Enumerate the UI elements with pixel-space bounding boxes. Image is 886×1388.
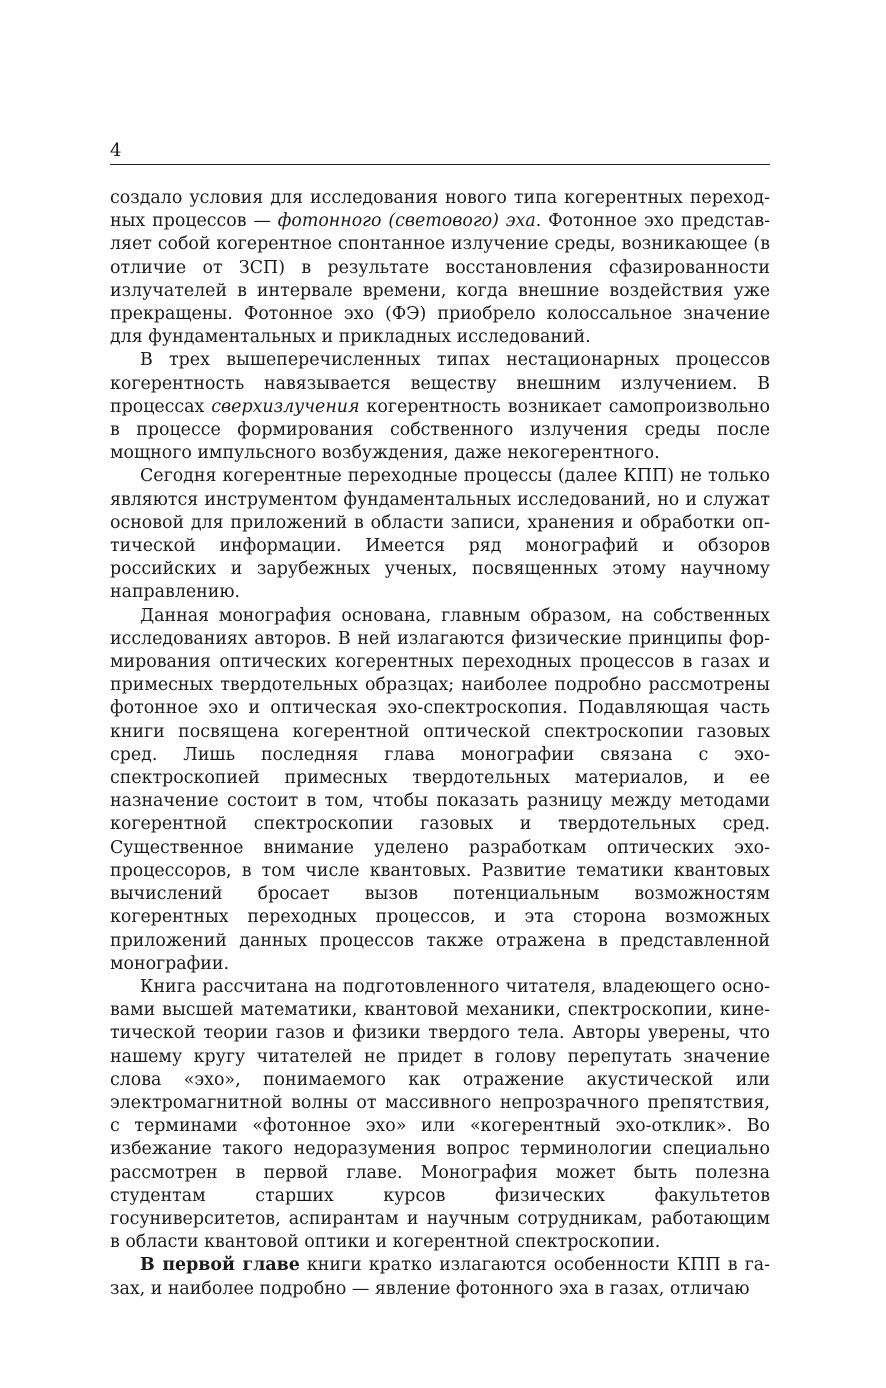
page-body bbox=[110, 187, 770, 1301]
paragraph bbox=[110, 349, 770, 465]
page bbox=[110, 140, 770, 1301]
paragraph bbox=[110, 1254, 770, 1300]
paragraph bbox=[110, 976, 770, 1254]
paragraph bbox=[110, 605, 770, 976]
paragraph bbox=[110, 187, 770, 349]
bold-text: В первой главе bbox=[140, 1255, 300, 1276]
page-number: 4 bbox=[110, 140, 122, 161]
text-run: Книга рассчитана на подготовленного читателя, владеющего основами высшей математики, квантовой механики, спектроскопии, кинетической теории газов и физики твердого тела. Авторы уверены, что нашему кругу читателей не придет в голову перепутать значение слова «эхо», понимаемого как отражение акустической или электромагнитной волны от массивного непрозрачного препятствия, с терминами «фотонное эхо» или «когерентный эхо-отклик». Во избежание такого недоразумения вопрос терминологии специально рассмотрен в первой главе. Монография может быть полезна студентам старших курсов физических факультетов госуниверситетов, аспирантам и научным сотрудникам, работающим в области квантовой оптики и когерентной спектроскопии. bbox=[110, 976, 770, 1253]
text-run: . Фотонное эхо представляет собой когерентное спонтанное излучение среды, возникающее (в отличие от ЗСП) в результате восстановления сфазированности излучателей в интервале времени, когда внешние воздействия уже прекращены. Фотонное эхо (ФЭ) приобрело колоссальное значение для фундаментальных и прикладных исследований. bbox=[110, 211, 771, 348]
text-run: книги кратко излагаются особенности КПП в газах, и наиболее подробно — явление фотонного эха в газах, отличаю bbox=[110, 1255, 770, 1299]
header-rule bbox=[110, 164, 770, 165]
text-run: Сегодня когерентные переходные процессы (далее КПП) не только являются инструментом фундаментальных исследований, но и служат основой для приложений в области записи, хранения и обработки оптической информации. Имеется ряд монографий и обзоров российских и зарубежных ученых, посвященных этому научному направлению. bbox=[110, 466, 770, 603]
italic-text: сверхизлучения bbox=[211, 396, 360, 417]
text-run: В трех вышеперечисленных типах нестационарных процессов когерентность навязывается веществу внешним излучением. В процессах bbox=[110, 350, 770, 417]
italic-text: фотонного (светового) эха bbox=[277, 211, 536, 232]
text-run: создало условия для исследования нового типа когерентных переходных процессов — bbox=[110, 188, 770, 232]
paragraph bbox=[110, 465, 770, 604]
text-run: когерентность возникает самопроизвольно в процессе формирования собственного излучения среды после мощного импульсного возбуждения, даже некогерентного. bbox=[110, 396, 770, 464]
text-run: Данная монография основана, главным образом, на собственных исследованиях авторов. В ней излагаются физические принципы формирования оптических когерентных переходных процессов в газах и примесных твердотельных образцах; наиболее подробно рассмотрены фотонное эхо и оптическая эхо-спектроскопия. Подавляющая часть книги посвящена когерентной оптической спектроскопии газовых сред. Лишь последняя глава монографии связана с эхо-спектроскопией примесных твердотельных материалов, и ее назначение состоит в том, чтобы показать разницу между методами когерентной спектроскопии газовых и твердотельных сред. Существенное внимание уделено разработкам оптических эхо-процессоров, в том числе квантовых. Развитие тематики квантовых вычислений бросает вызов потенциальным возможностям когерентных переходных процессов, и эта сторона возможных приложений данных процессов также отражена в представленной монографии. bbox=[110, 605, 770, 974]
